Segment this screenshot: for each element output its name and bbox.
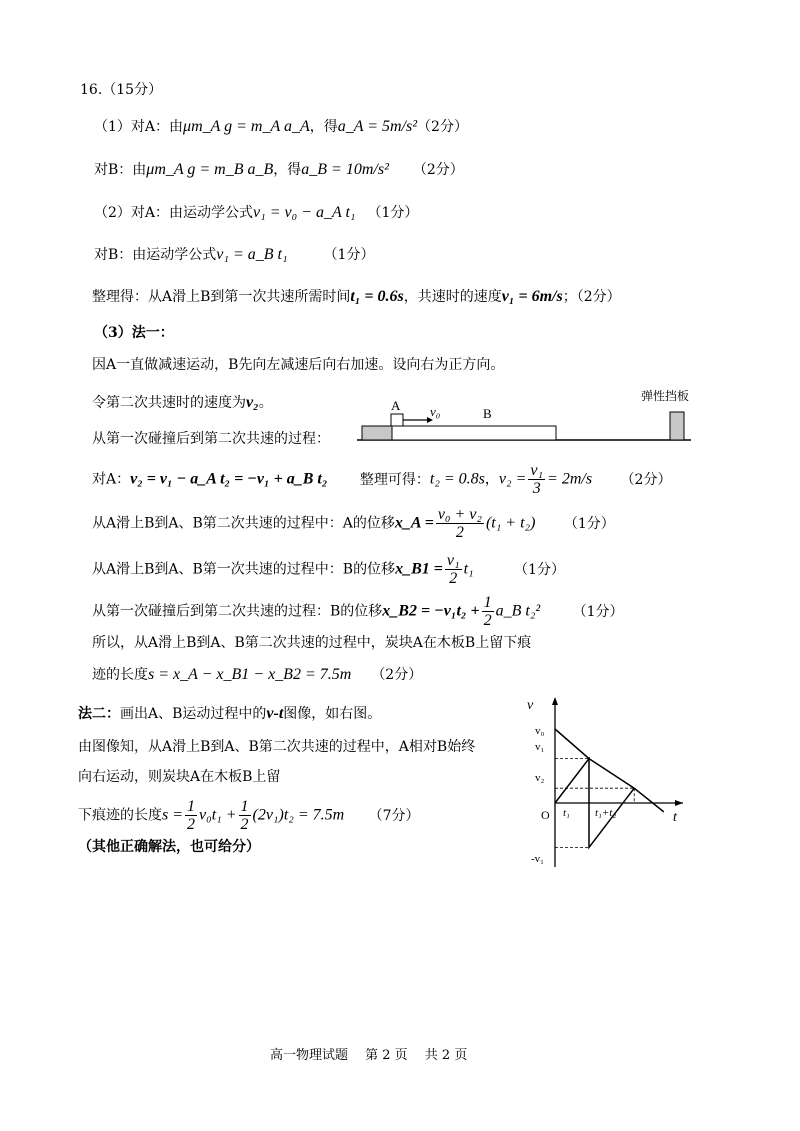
part3-line: 从第一次碰撞后到第二次共速的过程： [92, 431, 330, 447]
method2-line: 由图像知，从A滑上B到A、B第二次共速的过程中，A相对B始终 [78, 739, 476, 755]
part3-line-xB2: 从第一次碰撞后到第二次共速的过程：B的位移x_B2 = −v₁t₂ + $\frac{1}{2}$ a_B t₂² （1分） [92, 594, 624, 629]
label-B: B [483, 406, 492, 421]
board-B [392, 426, 556, 440]
part3-line: 令第二次共速时的速度为v₂。 [92, 394, 273, 411]
tick-origin: O [541, 808, 550, 822]
equation: x_B1 = [395, 560, 443, 578]
tick-neg-v1: -v₁ [531, 853, 544, 865]
part2-line-a: （2）对A：由运动学公式v₁ = v₀ − a_A t₁ （1分） [94, 204, 419, 221]
equation: v₂ [246, 394, 259, 411]
x-arrowhead [675, 800, 683, 806]
part1-line-a: （1）对A：由μm_A g = m_A a_A，得a_A = 5m/s²（2分） [94, 118, 468, 135]
left-step [362, 426, 392, 440]
equation: v₁ = 6m/s [501, 288, 563, 305]
label-v0: v₀ [430, 404, 441, 419]
fraction: $\frac{\text{v₀ + v₂}}{2}$ [437, 506, 482, 541]
question-number: 16.（15分） [80, 82, 163, 98]
part2-line-c: 整理得：从A滑上B到第一次共速所需时间t₁ = 0.6s，共速时的速度v₁ = 6m/s；（2分） [92, 288, 621, 305]
equation: μm_A g = m_B a_B [146, 161, 274, 178]
tick-v0: v₀ [535, 725, 545, 737]
equation: μm_A g = m_A a_A [183, 118, 310, 135]
part1-line-b: 对B：由μm_A g = m_B a_B，得a_B = 10m/s² （2分） [94, 161, 464, 178]
part3-line-xA: 从A滑上B到A、B第二次共速的过程中：A的位移x_A = $\frac{\text{v₀ + v₂}}{2}$ (t₁ + t₂) （1分） [92, 506, 615, 541]
fraction: $\frac{1}{2}$ [187, 798, 196, 833]
series-A-line [555, 729, 664, 812]
x-axis-label: t [673, 810, 677, 825]
part3-line-result: 迹的长度s = x_A − x_B1 − x_B2 = 7.5m （2分） [92, 666, 423, 683]
equation: t₁ = 0.6s [350, 288, 404, 305]
tick-v2: v₂ [535, 772, 545, 784]
equation: t₂ = 0.8s [429, 470, 485, 488]
label-barrier: 弹性挡板 [641, 389, 690, 403]
label-A: A [391, 398, 401, 413]
elastic-barrier [670, 412, 684, 440]
part3-line: 因A一直做减速运动，B先向左减速后向右加速。设向右为正方向。 [92, 357, 505, 373]
setup-figure [355, 388, 695, 450]
method2-line: 法二：画出A、B运动过程中的v-t图像，如右图。 [78, 705, 382, 722]
tick-v1: v₁ [535, 741, 545, 753]
y-arrowhead [552, 697, 558, 705]
equation: v₂ = v₁ − a_A t₂ = −v₁ + a_B t₂ [130, 470, 328, 488]
equation: s = x_A − x_B1 − x_B2 = 7.5m [148, 666, 352, 683]
fraction: $\frac{1}{2}$ [240, 798, 249, 833]
equation: x_A = [394, 514, 434, 532]
tick-t1: t₁ [563, 807, 570, 819]
method2-note: （其他正确解法，也可给分） [78, 839, 260, 855]
equation: x_B2 = −v₁t₂ + [382, 602, 480, 620]
fraction: $\frac{\text{v₁}}{2}$ [446, 552, 460, 587]
block-A [391, 414, 403, 426]
fraction: $\frac{1}{2}$ [483, 594, 492, 629]
equation: v₁ = v₀ − a_A t₁ [253, 204, 356, 221]
part3-line-vA: 对A：v₂ = v₁ − a_A t₂ = −v₁ + a_B t₂ 整理可得：t₂ = 0.8s，v₂ = $\frac{\text{v₁}}{3}$ = 2m/s （2分） [92, 462, 672, 497]
vt-chart [525, 695, 695, 870]
part2-line-b: 对B：由运动学公式v₁ = a_B t₁ （1分） [94, 246, 375, 263]
part3-title: （3）法一： [94, 325, 174, 341]
method2-line-result: 下痕迹的长度s = $\frac{1}{2}$ v₀t₁ + $\frac{1}{2}$ (2v₁)t₂ = 7.5m （7分） [78, 798, 420, 833]
method2-line: 向右运动，则炭块A在木板B上留 [78, 769, 281, 785]
page-footer: 高一物理试题 第 2 页 共 2 页 [270, 1048, 468, 1063]
part3-line: 所以，从A滑上B到A、B第二次共速的过程中，炭块A在木板B上留下痕 [92, 635, 532, 651]
part3-line-xB1: 从A滑上B到A、B第一次共速的过程中：B的位移x_B1 = $\frac{\text{v₁}}{2}$ t₁ （1分） [92, 552, 565, 587]
fraction: $\frac{\text{v₁}}{3}$ [530, 462, 544, 497]
y-axis-label: v [527, 698, 534, 713]
equation: v₁ = a_B t₁ [216, 246, 288, 263]
tick-t1-plus-t2: t₁+t₂ [595, 807, 617, 819]
equation: a_A = 5m/s² [337, 118, 418, 135]
equation: a_B = 10m/s² [301, 161, 389, 178]
